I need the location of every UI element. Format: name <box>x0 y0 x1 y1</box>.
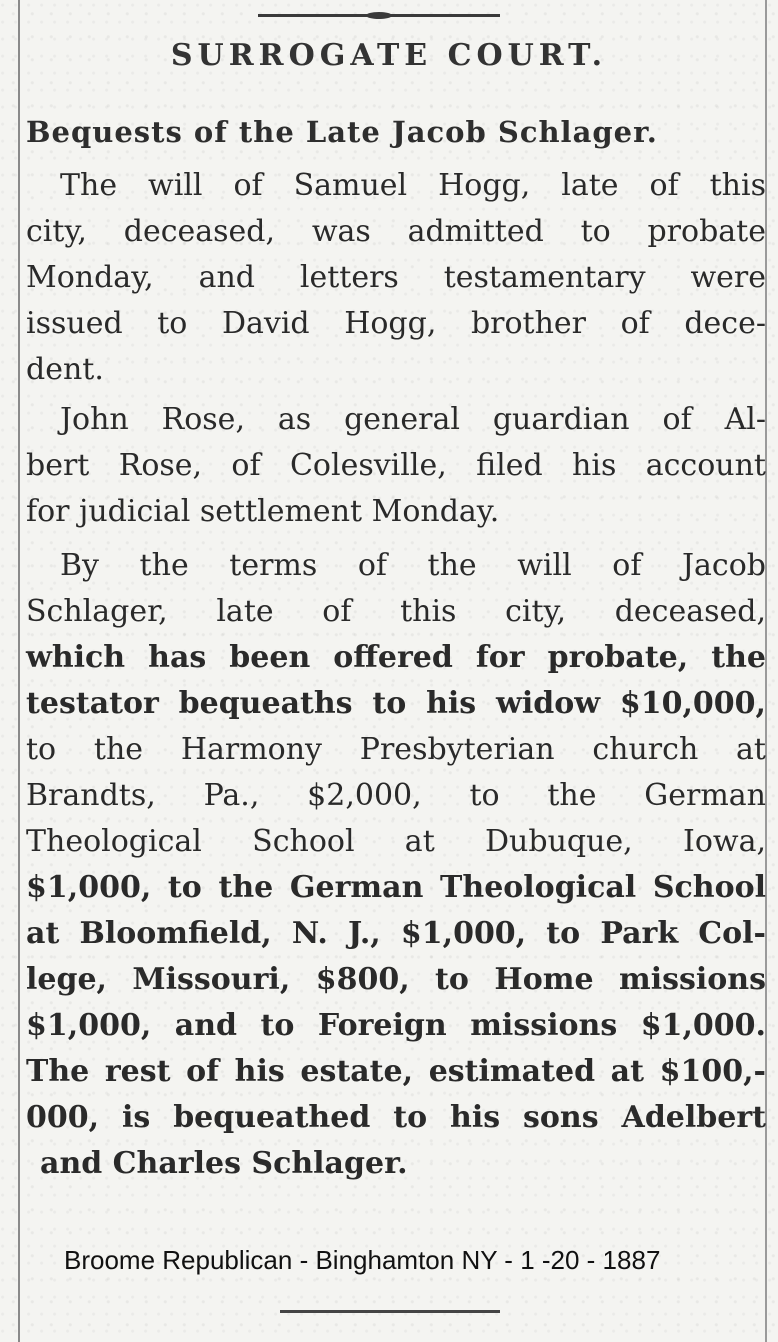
top-ornament-rule <box>258 14 500 17</box>
text-line: at Bloomfield, N. J., $1,000, to Park Col- <box>26 916 766 951</box>
text-line: and Charles Schlager. <box>40 1146 408 1181</box>
text-line: issued to David Hogg, brother of dece- <box>26 306 766 341</box>
text-line: lege, Missouri, $800, to Home missions <box>26 962 766 997</box>
bottom-rule <box>280 1310 500 1313</box>
text-line: 000, is bequeathed to his sons Adelbert <box>26 1100 766 1135</box>
text-line: bert Rose, of Colesville, filed his account <box>26 448 766 483</box>
text-line: for judicial settlement Monday. <box>26 494 500 529</box>
text-line: to the Harmony Presbyterian church at <box>26 732 766 767</box>
text-line: which has been offered for probate, the <box>26 640 766 675</box>
section-heading: SURROGATE COURT. <box>170 38 608 73</box>
column-rule-left <box>18 0 20 1342</box>
text-line: $1,000, to the German Theological School <box>26 870 766 905</box>
text-line: testator bequeaths to his widow $10,000, <box>26 686 766 721</box>
text-line: Brandts, Pa., $2,000, to the German <box>26 778 766 813</box>
text-line: By the terms of the will of Jacob <box>60 548 766 583</box>
article-subheading: Bequests of the Late Jacob Schlager. <box>26 115 658 149</box>
text-line: The will of Samuel Hogg, late of this <box>60 168 766 203</box>
text-line: city, deceased, was admitted to probate <box>26 214 766 249</box>
text-line: John Rose, as general guardian of Al- <box>60 402 766 437</box>
text-line: Monday, and letters testamentary were <box>26 260 766 295</box>
text-line: The rest of his estate, estimated at $100,- <box>26 1054 766 1089</box>
text-line: $1,000, and to Foreign missions $1,000. <box>26 1008 766 1043</box>
text-line: Schlager, late of this city, deceased, <box>26 594 766 629</box>
text-line: Theological School at Dubuque, Iowa, <box>26 824 766 859</box>
source-caption: Broome Republican - Binghamton NY - 1 -20 - 1887 <box>64 1245 661 1275</box>
text-line: dent. <box>26 352 104 387</box>
